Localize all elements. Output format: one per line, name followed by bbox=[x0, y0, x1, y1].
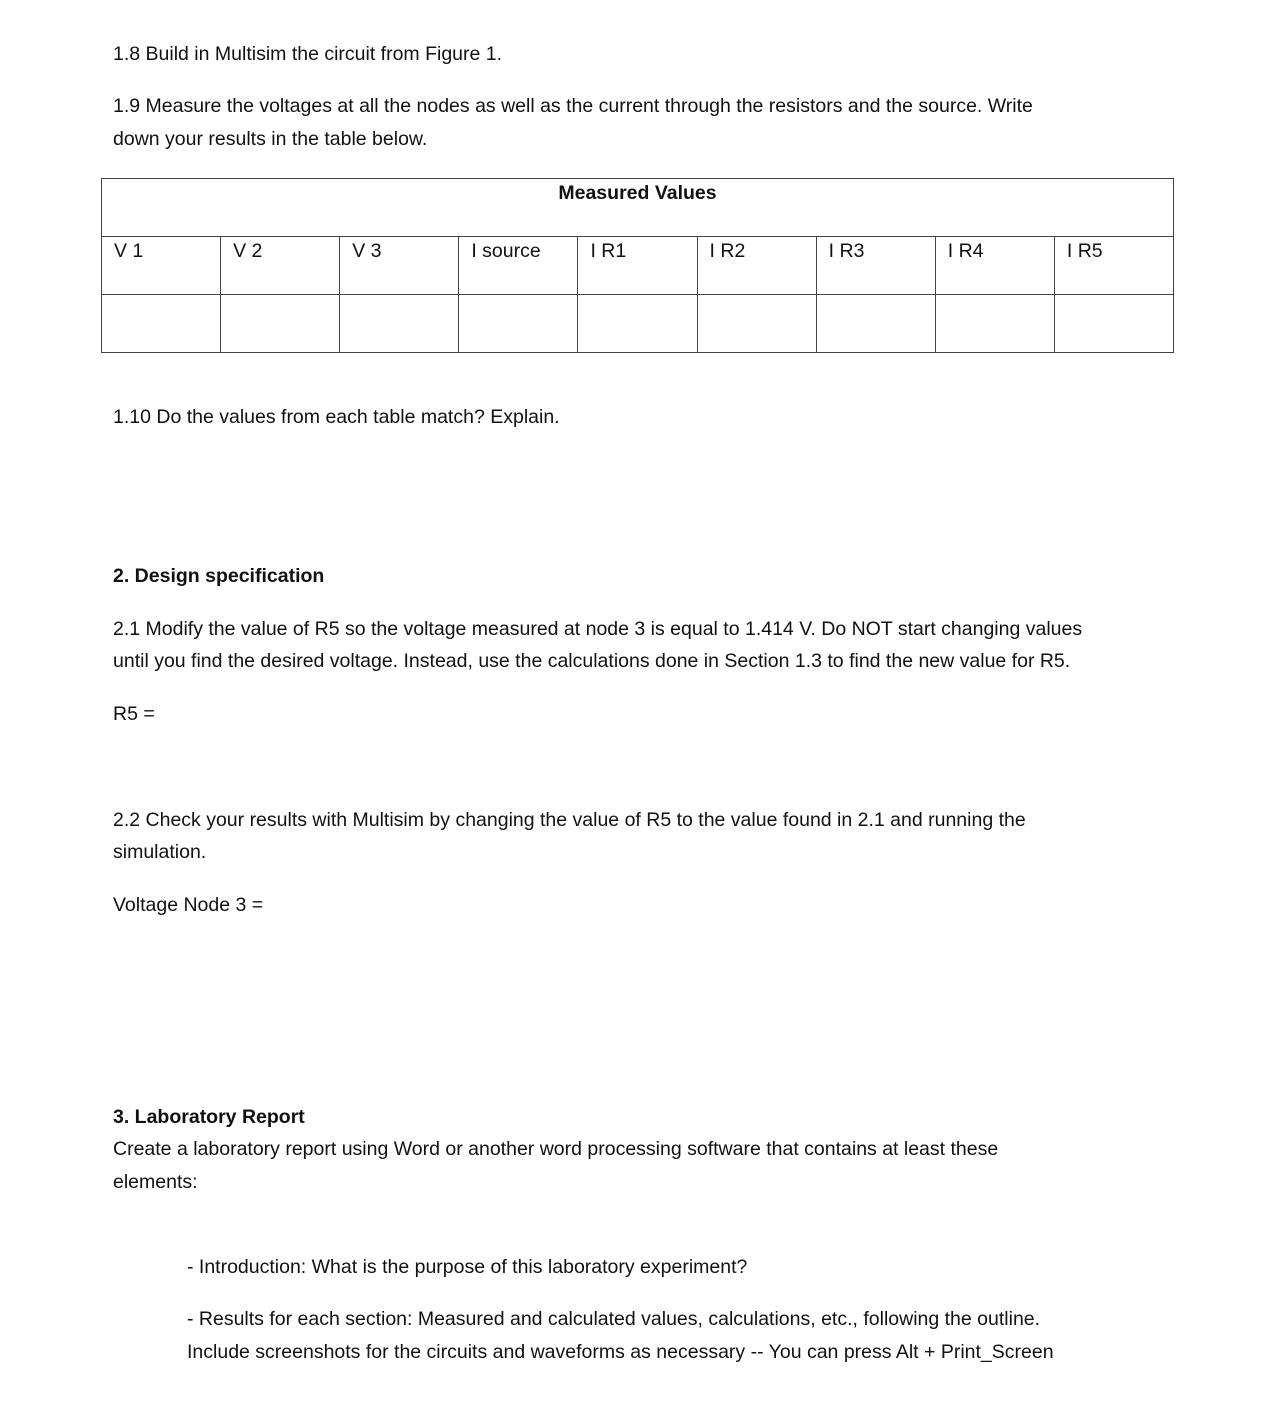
value-cell-v1[interactable] bbox=[102, 295, 221, 353]
value-cell-v3[interactable] bbox=[340, 295, 459, 353]
bullet-results-line-1: - Results for each section: Measured and calculated values, calculations, etc., following the outline. bbox=[187, 1308, 1041, 1330]
table-title: Measured Values bbox=[102, 179, 1174, 237]
header-i-source: I source bbox=[459, 237, 578, 295]
value-cell-i-r5[interactable] bbox=[1054, 295, 1173, 353]
header-i-r3: I R3 bbox=[816, 237, 935, 295]
table-header-row bbox=[102, 237, 1174, 295]
header-i-r5: I R5 bbox=[1054, 237, 1173, 295]
measured-values-table bbox=[101, 178, 1174, 353]
voltage-node-3-label: Voltage Node 3 = bbox=[113, 894, 264, 916]
value-cell-i-source[interactable] bbox=[459, 295, 578, 353]
value-cell-i-r2[interactable] bbox=[697, 295, 816, 353]
header-i-r1: I R1 bbox=[578, 237, 697, 295]
section-3-intro-line-1: Create a laboratory report using Word or another word processing software that contains at least these bbox=[113, 1138, 999, 1160]
section-1-9-line-2: down your results in the table below. bbox=[113, 128, 428, 150]
header-v3: V 3 bbox=[340, 237, 459, 295]
value-cell-i-r1[interactable] bbox=[578, 295, 697, 353]
header-i-r2: I R2 bbox=[697, 237, 816, 295]
section-1-8-text: 1.8 Build in Multisim the circuit from Figure 1. bbox=[113, 43, 503, 65]
value-cell-v2[interactable] bbox=[221, 295, 340, 353]
header-i-r4: I R4 bbox=[935, 237, 1054, 295]
value-cell-i-r3[interactable] bbox=[816, 295, 935, 353]
section-3-intro-line-2: elements: bbox=[113, 1171, 198, 1193]
section-3-heading: 3. Laboratory Report bbox=[113, 1106, 305, 1128]
bullet-results-line-2: Include screenshots for the circuits and waveforms as necessary -- You can press Alt + Print_Screen bbox=[187, 1341, 1054, 1363]
section-1-9-line-1: 1.9 Measure the voltages at all the nodes as well as the current through the resistors and the source. Write bbox=[113, 95, 1033, 117]
section-2-2-line-1: 2.2 Check your results with Multisim by changing the value of R5 to the value found in 2.1 and running the bbox=[113, 809, 1026, 831]
section-2-1-line-1: 2.1 Modify the value of R5 so the voltage measured at node 3 is equal to 1.414 V. Do NOT start changing values bbox=[113, 618, 1083, 640]
section-2-2-line-2: simulation. bbox=[113, 841, 207, 863]
bullet-introduction: - Introduction: What is the purpose of this laboratory experiment? bbox=[187, 1256, 748, 1278]
r5-label: R5 = bbox=[113, 703, 155, 725]
value-cell-i-r4[interactable] bbox=[935, 295, 1054, 353]
section-2-heading: 2. Design specification bbox=[113, 565, 325, 587]
section-2-1-line-2: until you find the desired voltage. Instead, use the calculations done in Section 1.3 to find the new value for R5. bbox=[113, 650, 1071, 672]
header-v1: V 1 bbox=[102, 237, 221, 295]
header-v2: V 2 bbox=[221, 237, 340, 295]
section-1-10-text: 1.10 Do the values from each table match? Explain. bbox=[113, 406, 560, 428]
table-row bbox=[102, 295, 1174, 353]
